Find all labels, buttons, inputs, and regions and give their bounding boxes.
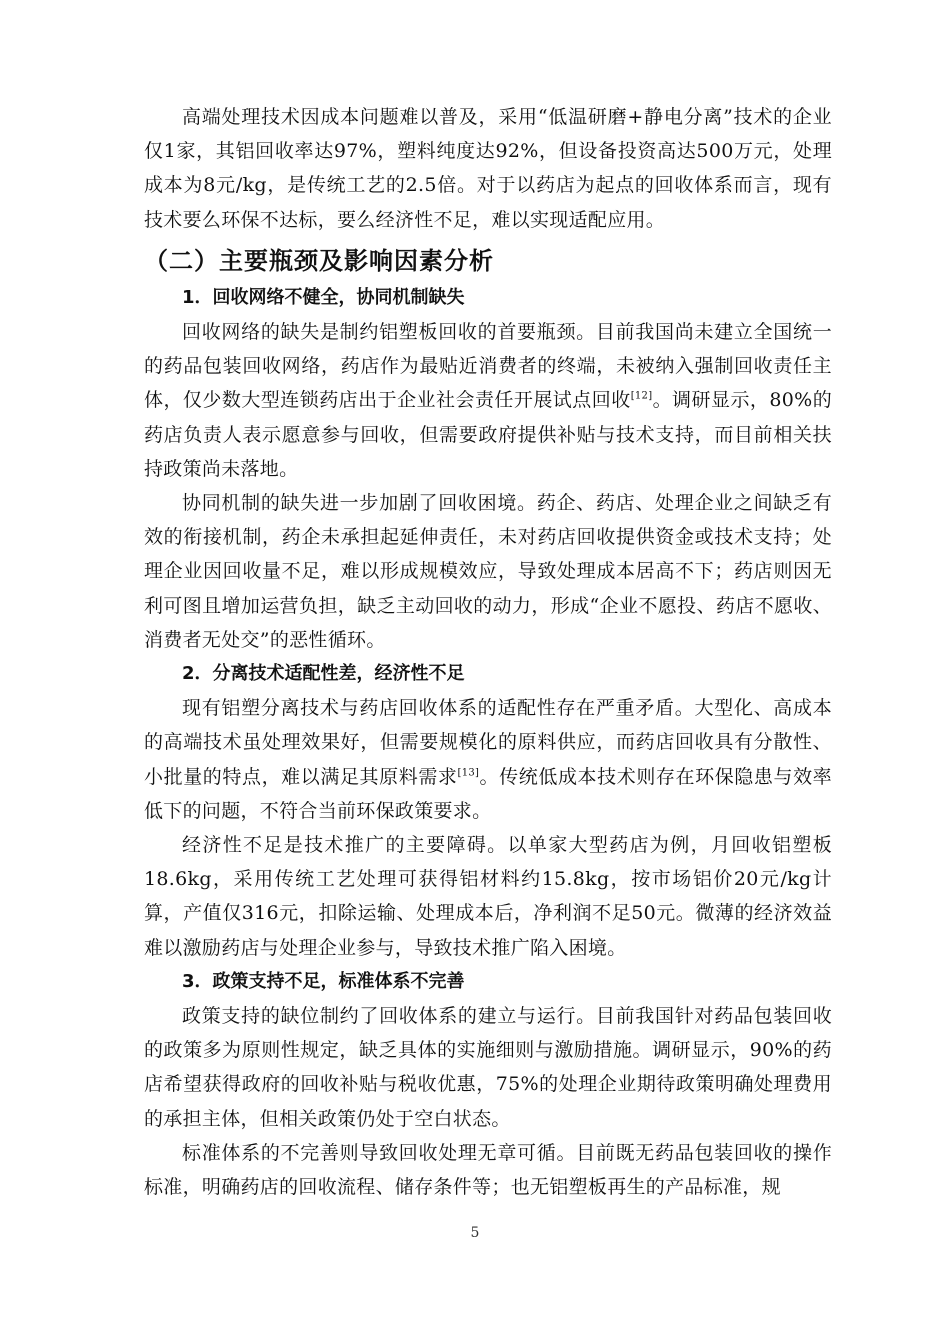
subsection-heading: 2．分离技术适配性差，经济性不足 bbox=[182, 663, 465, 685]
citation-ref: [13] bbox=[457, 767, 480, 779]
section-heading: （二）主要瓶颈及影响因素分析 bbox=[144, 246, 494, 275]
paragraph: 标准体系的不完善则导致回收处理无章可循。目前既无药品包装回收的操作标准，明确药店的回收流程、储存条件等；也无铝塑板再生的产品标准，规 bbox=[144, 1141, 832, 1199]
paragraph bbox=[144, 691, 832, 828]
paragraph: 高端处理技术因成本问题难以普及，采用“低温研磨+静电分离”技术的企业仅1家，其铝回收率达97%，塑料纯度达92%，但设备投资高达500万元，处理成本为8元/kg，是传统工艺的2.5倍。对于以药店为起点的回收体系而言，现有技术要么环保不达标，要么经济性不足，难以实现适配应用。 bbox=[144, 106, 832, 231]
paragraph: 协同机制的缺失进一步加剧了回收困境。药企、药店、处理企业之间缺乏有效的衔接机制，药企未承担起延伸责任，未对药店回收提供资金或技术支持；处理企业因回收量不足，难以形成规模效应，导致处理成本居高不下；药店则因无利可图且增加运营负担，缺乏主动回收的动力，形成“企业不愿投、药店不愿收、消费者无处交”的恶性循环。 bbox=[144, 492, 832, 651]
paragraph: 政策支持的缺位制约了回收体系的建立与运行。目前我国针对药品包装回收的政策多为原则性规定，缺乏具体的实施细则与激励措施。调研显示，90%的药店希望获得政府的回收补贴与税收优惠，75%的处理企业期待政策明确处理费用的承担主体，但相关政策仍处于空白状态。 bbox=[144, 1005, 832, 1130]
paragraph-text: 现有铝塑分离技术与药店回收体系的适配性存在严重矛盾。大型化、高成本的高端技术虽处理效果好，但需要规模化的原料供应，而药店回收具有分散性、小批量的特点，难以满足其原料需求 bbox=[144, 697, 832, 788]
paragraph bbox=[144, 315, 832, 486]
paragraph-text-tail: 。传统低成本技术则存在环保隐患与效率低下的问题，不符合当前环保政策要求。 bbox=[144, 765, 832, 822]
page-number: 5 bbox=[470, 1225, 480, 1241]
subsection-heading: 3．政策支持不足，标准体系不完善 bbox=[182, 970, 465, 992]
paragraph-text: 回收网络的缺失是制约铝塑板回收的首要瓶颈。目前我国尚未建立全国统一的药品包装回收网络，药店作为最贴近消费者的终端，未被纳入强制回收责任主体，仅少数大型连锁药店出于企业社会责任开展试点回收 bbox=[144, 321, 832, 412]
paragraph: 经济性不足是技术推广的主要障碍。以单家大型药店为例，月回收铝塑板18.6kg，采用传统工艺处理可获得铝材料约15.8kg，按市场铝价20元/kg计算，产值仅316元，扣除运输、处理成本后，净利润不足50元。微薄的经济效益难以激励药店与处理企业参与，导致技术推广陷入困境。 bbox=[144, 834, 832, 959]
citation-ref: [12] bbox=[630, 391, 653, 403]
paragraph-text-tail: 。调研显示，80%的药店负责人表示愿意参与回收，但需要政府提供补贴与技术支持，而目前相关扶持政策尚未落地。 bbox=[144, 389, 832, 480]
document-body bbox=[144, 100, 832, 1204]
subsection-heading: 1．回收网络不健全，协同机制缺失 bbox=[182, 286, 465, 308]
